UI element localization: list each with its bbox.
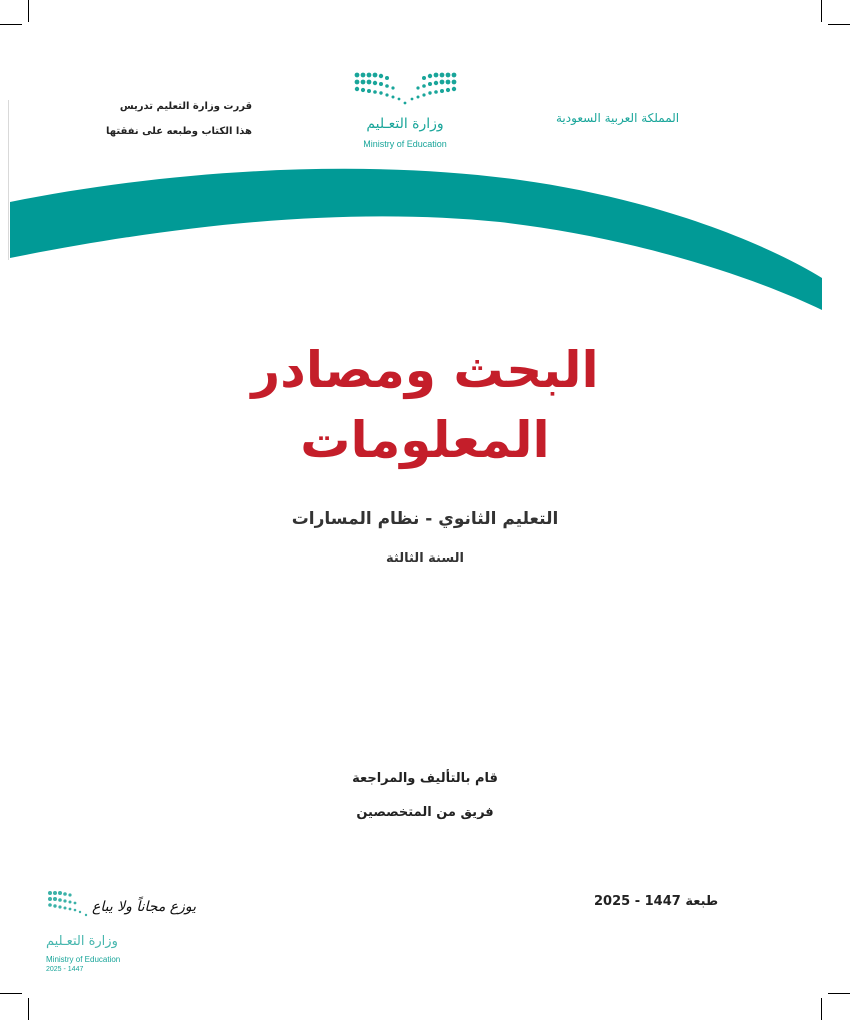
book-title-line1: البحث ومصادر [251, 341, 599, 399]
crop-mark [828, 24, 850, 25]
kingdom-name: المملكة العربية السعودية [556, 111, 680, 125]
subtitle: التعليم الثانوي - نظام المسارات [291, 509, 559, 529]
free-distribution-note: يوزع مجاناً ولا يباع [92, 899, 197, 915]
crop-mark [28, 998, 29, 1020]
crop-mark [821, 998, 822, 1020]
ministry-name-arabic: وزارة التعـليم [366, 116, 444, 132]
ministry-logo-icon [352, 70, 460, 108]
footer-ministry-name-arabic: وزارة التعـليم [46, 934, 118, 949]
crop-mark [828, 993, 850, 994]
teal-swoosh-band [0, 150, 850, 320]
ministry-logo-small-icon [46, 889, 96, 921]
crop-mark [821, 0, 822, 22]
grade-year: السنة الثالثة [386, 551, 464, 566]
crop-mark [28, 0, 29, 22]
crop-mark [0, 24, 22, 25]
footer-years: 2025 - 1447 [46, 966, 84, 973]
crop-mark [0, 993, 22, 994]
edition-label: طبعة 1447 - 2025 [594, 894, 719, 909]
ministry-name-english: Ministry of Education [363, 139, 447, 149]
authors-credit-line1: قام بالتأليف والمراجعة [352, 771, 498, 786]
authors-credit-line2: فريق من المتخصصين [356, 805, 494, 820]
footer-ministry-name-english: Ministry of Education [46, 955, 121, 964]
approval-note-line1: قررت وزارة التعليم تدريس [119, 101, 252, 112]
approval-note-line2: هذا الكتاب وطبعه على نفقتها [106, 126, 252, 137]
book-title-line2: المعلومات [300, 411, 550, 469]
